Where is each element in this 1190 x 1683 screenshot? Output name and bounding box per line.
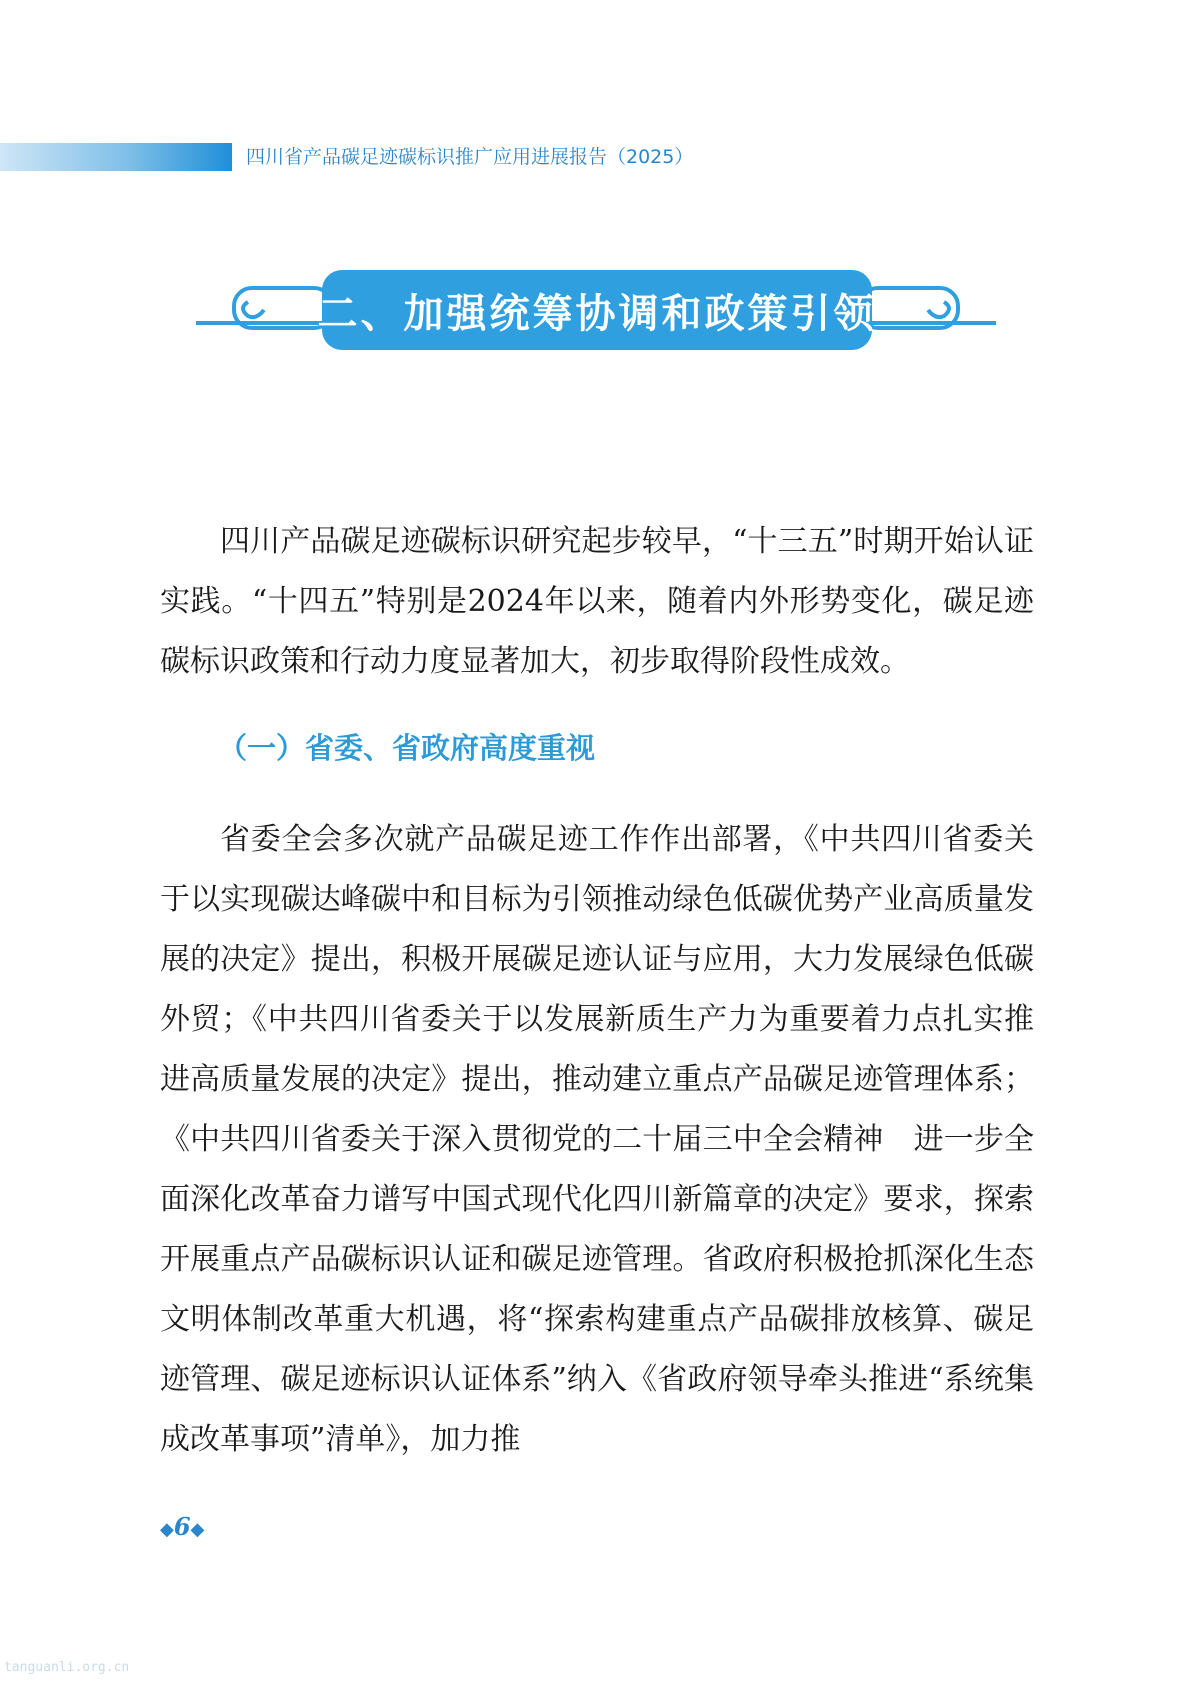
page-number-value: 6	[173, 1512, 191, 1541]
diamond-left-icon: ◆	[160, 1519, 174, 1540]
body-paragraph-intro: 四川产品碳足迹碳标识研究起步较早，“十三五”时期开始认证实践。“十四五”特别是2024年以来，随着内外形势变化，碳足迹碳标识政策和行动力度显著加大，初步取得阶段性成效。	[160, 524, 1034, 679]
subsection-heading: （一）省委、省政府高度重视	[218, 731, 596, 765]
watermark: tanguanli.org.cn	[4, 1660, 130, 1675]
running-header-title: 四川省产品碳足迹碳标识推广应用进展报告（2025）	[246, 146, 694, 168]
diamond-right-icon: ◆	[190, 1519, 205, 1540]
body-paragraph-main: 省委全会多次就产品碳足迹工作作出部署，《中共四川省委关于以实现碳达峰碳中和目标为引领推动绿色低碳优势产业高质量发展的决定》提出，积极开展碳足迹认证与应用，大力发展绿色低碳外贸；《中共四川省委关于以发展新质生产力为重要着力点扎实推进高质量发展的决定》提出，推动建立重点产品碳足迹管理体系；《中共四川省委关于深入贯彻党的二十届三中全会精神 进一步全面深化改革奋力谱写中国式现代化四川新篇章的决定》要求，探索开展重点产品碳标识认证和碳足迹管理。省政府积极抢抓深化生态文明体制改革重大机遇，将“探索构建重点产品碳排放核算、碳足迹管理、碳足迹标识认证体系”纳入《省政府领导牵头推进“系统集成改革事项”清单》，加力推	[160, 822, 1034, 1457]
section-title-pill	[317, 270, 877, 350]
section-title: 二、加强统筹协调和政策引领	[317, 290, 877, 337]
section-banner	[196, 266, 996, 356]
page-number	[160, 1510, 204, 1544]
header-accent-bar	[0, 143, 232, 171]
